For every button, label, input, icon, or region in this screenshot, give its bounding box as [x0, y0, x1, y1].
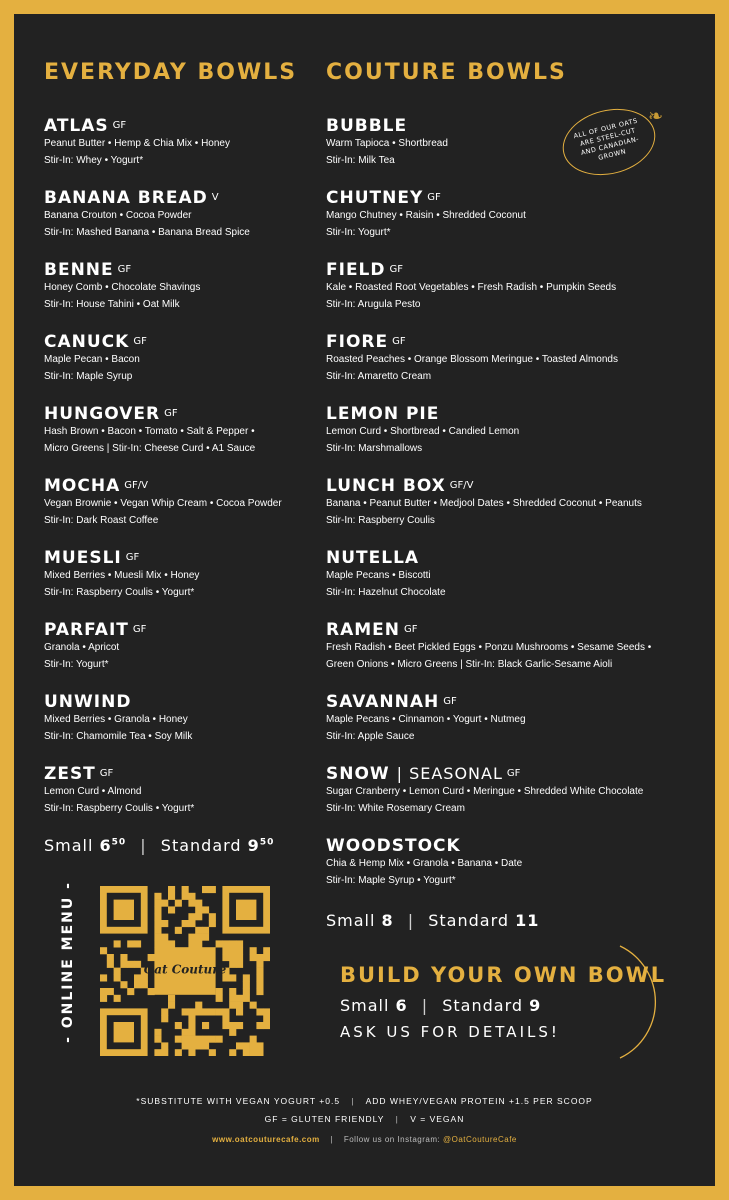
online-menu-label — [38, 880, 98, 1044]
item-name — [44, 404, 312, 424]
item-ingredients: Peanut Butter • Hemp & Chia Mix • Honey — [44, 138, 230, 149]
item-ingredients: Chia & Hemp Mix • Granola • Banana • Date — [326, 858, 523, 869]
item-detail: Stir-In: Apple Sauce — [326, 730, 415, 742]
footer-divider: | — [330, 1135, 334, 1144]
item-ingredients: Vegan Brownie • Vegan Whip Cream • Cocoa Powder — [44, 498, 282, 509]
item-name — [44, 548, 312, 568]
menu-item-chutney — [326, 188, 696, 241]
standard-price-cents: 50 — [259, 837, 275, 848]
menu-item-banana-bread — [44, 188, 312, 241]
dietary-tag: GF — [389, 264, 404, 275]
item-detail: Micro Greens | Stir-In: Cheese Curd • A1 Sauce — [44, 442, 256, 454]
menu-item-snow — [326, 764, 696, 817]
menu-item-parfait — [44, 620, 312, 673]
item-title: LUNCH BOX — [326, 476, 446, 496]
item-name — [44, 260, 312, 280]
online-menu-label-text: - ONLINE MENU - — [60, 881, 76, 1043]
instagram-handle-link[interactable]: @OatCoutureCafe — [442, 1135, 517, 1144]
menu-item-fiore — [326, 332, 696, 385]
item-name — [326, 692, 696, 712]
everyday-bowls-title: EVERYDAY BOWLS — [44, 60, 298, 85]
oat-couture-logo: Oat Couture — [143, 962, 227, 977]
dietary-tag: GF — [427, 192, 441, 203]
item-ingredients: Banana • Peanut Butter • Medjool Dates • Shredded Coconut • Peanuts — [326, 498, 642, 509]
menu-item-muesli — [44, 548, 312, 601]
small-price-whole: 6 — [99, 836, 112, 855]
everyday-bowls-list — [44, 116, 312, 817]
menu-item-atlas — [44, 116, 312, 169]
menu-item-ramen — [326, 620, 696, 673]
everyday-price — [44, 836, 312, 855]
item-name — [326, 620, 696, 640]
item-detail: Green Onions • Micro Greens | Stir-In: Black Garlic-Sesame Aioli — [326, 658, 613, 670]
standard-price: 11 — [515, 911, 540, 930]
standard-price: 9 — [529, 996, 542, 1015]
menu-item-hungover — [44, 404, 312, 457]
couture-bowls-list — [326, 116, 696, 889]
item-title: WOODSTOCK — [326, 836, 461, 856]
wheat-icon: ❧ — [648, 106, 664, 126]
item-name — [326, 476, 696, 496]
protein-note: ADD WHEY/VEGAN PROTEIN +1.5 PER SCOOP — [365, 1096, 593, 1106]
item-name — [326, 764, 696, 784]
item-ingredients: Kale • Roasted Root Vegetables • Fresh Radish • Pumpkin Seeds — [326, 282, 617, 293]
menu-item-field — [326, 260, 696, 313]
item-detail: Stir-In: Yogurt* — [326, 226, 391, 238]
dietary-tag: GF — [404, 624, 418, 635]
item-name — [44, 332, 312, 352]
vegan-yogurt-note: *SUBSTITUTE WITH VEGAN YOGURT +0.5 — [136, 1096, 341, 1106]
v-legend: V = VEGAN — [410, 1114, 465, 1124]
standard-price-whole: 9 — [247, 836, 260, 855]
item-name — [326, 836, 696, 856]
item-name — [44, 620, 312, 640]
footer-divider: | — [395, 1114, 399, 1124]
item-ingredients: Mixed Berries • Muesli Mix • Honey — [44, 570, 200, 581]
item-ingredients: Mango Chutney • Raisin • Shredded Coconut — [326, 210, 526, 221]
item-name — [326, 332, 696, 352]
gf-legend: GF = GLUTEN FRIENDLY — [264, 1114, 385, 1124]
item-ingredients: Granola • Apricot — [44, 642, 120, 653]
standard-price — [248, 836, 275, 855]
menu-item-lemon-pie — [326, 404, 696, 457]
item-ingredients: Lemon Curd • Almond — [44, 786, 142, 797]
small-price-cents: 50 — [111, 837, 127, 848]
dietary-tag: GF — [443, 696, 457, 707]
item-detail: Stir-In: Marshmallows — [326, 442, 423, 454]
item-detail: Stir-In: Raspberry Coulis • Yogurt* — [44, 586, 195, 598]
dietary-tag: GF — [112, 120, 127, 131]
dietary-tag: GF/V — [124, 480, 148, 491]
dietary-tag: GF — [117, 264, 132, 275]
item-ingredients: Banana Crouton • Cocoa Powder — [44, 210, 192, 221]
item-title: SAVANNAH — [326, 692, 440, 712]
menu-item-lunch-box — [326, 476, 696, 529]
dietary-tag: GF — [506, 768, 521, 779]
online-menu-qr-code[interactable] — [100, 886, 270, 1056]
menu-item-savannah — [326, 692, 696, 745]
standard-label: Standard — [428, 911, 510, 930]
item-name — [44, 764, 312, 784]
item-detail: Stir-In: Milk Tea — [326, 154, 395, 166]
small-label: Small — [44, 836, 94, 855]
build-your-own-title: BUILD YOUR OWN BOWL — [340, 963, 667, 987]
standard-label: Standard — [442, 996, 524, 1015]
menu-item-benne — [44, 260, 312, 313]
small-price: 8 — [381, 911, 394, 930]
item-detail: Stir-In: Maple Syrup — [44, 370, 133, 382]
menu-item-unwind — [44, 692, 312, 745]
item-detail: Stir-In: White Rosemary Cream — [326, 802, 465, 814]
item-name — [326, 188, 696, 208]
item-title: NUTELLA — [326, 548, 420, 568]
dietary-tag: V — [211, 192, 219, 203]
dietary-tag: GF — [99, 768, 114, 779]
footer-links — [0, 1135, 729, 1144]
item-title: BENNE — [44, 260, 114, 280]
item-title: BUBBLE — [326, 116, 408, 136]
item-name — [326, 404, 696, 424]
item-detail: Stir-In: House Tahini • Oat Milk — [44, 298, 180, 310]
instagram-follow-text: Follow us on Instagram: — [343, 1135, 441, 1144]
couture-price — [326, 911, 696, 930]
item-title: MUESLI — [44, 548, 122, 568]
decorative-arc — [600, 942, 690, 1062]
everyday-bowls-section — [44, 60, 312, 855]
item-title: CANUCK — [44, 332, 130, 352]
small-label: Small — [340, 996, 390, 1015]
item-ingredients: Warm Tapioca • Shortbread — [326, 138, 448, 149]
item-name — [44, 188, 312, 208]
seasonal-label: | SEASONAL — [396, 764, 503, 783]
footer-divider: | — [351, 1096, 355, 1106]
item-title: SNOW — [326, 764, 390, 784]
menu-item-nutella — [326, 548, 696, 601]
item-title: BANANA BREAD — [44, 188, 208, 208]
menu-item-woodstock — [326, 836, 696, 889]
small-label: Small — [326, 911, 376, 930]
item-detail: Stir-In: Chamomile Tea • Soy Milk — [44, 730, 193, 742]
standard-label: Standard — [160, 836, 242, 855]
item-detail: Stir-In: Arugula Pesto — [326, 298, 421, 310]
item-title: FIELD — [326, 260, 386, 280]
item-title: ATLAS — [44, 116, 109, 136]
item-detail: Stir-In: Dark Roast Coffee — [44, 514, 159, 526]
item-ingredients: Roasted Peaches • Orange Blossom Meringue • Toasted Almonds — [326, 354, 618, 365]
item-detail: Stir-In: Maple Syrup • Yogurt* — [326, 874, 456, 886]
footer-legend — [0, 1114, 729, 1124]
item-title: ZEST — [44, 764, 96, 784]
item-title: RAMEN — [326, 620, 401, 640]
item-ingredients: Lemon Curd • Shortbread • Candied Lemon — [326, 426, 520, 437]
item-name — [44, 692, 312, 712]
menu-item-canuck — [44, 332, 312, 385]
item-ingredients: Mixed Berries • Granola • Honey — [44, 714, 188, 725]
menu-item-zest — [44, 764, 312, 817]
item-detail: Stir-In: Whey • Yogurt* — [44, 154, 144, 166]
couture-bowls-title: COUTURE BOWLS — [326, 60, 567, 85]
item-detail: Stir-In: Raspberry Coulis — [326, 514, 435, 526]
item-detail: Stir-In: Mashed Banana • Banana Bread Spice — [44, 226, 250, 238]
price-divider: | — [407, 911, 415, 930]
dietary-tag: GF — [132, 624, 147, 635]
menu-item-mocha — [44, 476, 312, 529]
website-link[interactable]: www.oatcouturecafe.com — [212, 1135, 320, 1144]
item-ingredients: Maple Pecan • Bacon — [44, 354, 140, 365]
item-title: LEMON PIE — [326, 404, 440, 424]
item-ingredients: Maple Pecans • Cinnamon • Yogurt • Nutmeg — [326, 714, 526, 725]
item-name — [326, 548, 696, 568]
footer-notes — [0, 1096, 729, 1106]
item-detail: Stir-In: Raspberry Coulis • Yogurt* — [44, 802, 195, 814]
badge-text: ALL OF OUR OATS ARE STEEL-CUT AND CANADIAN-GROWN — [572, 116, 640, 162]
price-divider: | — [421, 996, 429, 1015]
dietary-tag: GF — [164, 408, 178, 419]
dietary-tag: GF — [392, 336, 406, 347]
item-ingredients: Honey Comb • Chocolate Shavings — [44, 282, 201, 293]
item-ingredients: Fresh Radish • Beet Pickled Eggs • Ponzu Mushrooms • Sesame Seeds • — [326, 642, 652, 653]
item-title: MOCHA — [44, 476, 121, 496]
item-ingredients: Maple Pecans • Biscotti — [326, 570, 431, 581]
item-title: UNWIND — [44, 692, 132, 712]
item-ingredients: Hash Brown • Bacon • Tomato • Salt & Pepper • — [44, 426, 255, 437]
item-title: FIORE — [326, 332, 389, 352]
item-ingredients: Sugar Cranberry • Lemon Curd • Meringue • Shredded White Chocolate — [326, 786, 644, 797]
dietary-tag: GF — [125, 552, 140, 563]
item-title: CHUTNEY — [326, 188, 424, 208]
item-title: HUNGOVER — [44, 404, 161, 424]
item-name — [44, 116, 312, 136]
item-detail: Stir-In: Hazelnut Chocolate — [326, 586, 446, 598]
dietary-tag: GF/V — [449, 480, 474, 491]
item-name — [44, 476, 312, 496]
ask-for-details: ASK US FOR DETAILS! — [340, 1023, 560, 1041]
dietary-tag: GF — [133, 336, 147, 347]
item-detail: Stir-In: Amaretto Cream — [326, 370, 432, 382]
item-detail: Stir-In: Yogurt* — [44, 658, 109, 670]
small-price — [100, 836, 127, 855]
price-divider: | — [140, 836, 147, 855]
small-price: 6 — [395, 996, 408, 1015]
item-name — [326, 260, 696, 280]
item-title: PARFAIT — [44, 620, 129, 640]
couture-bowls-section — [326, 60, 696, 930]
